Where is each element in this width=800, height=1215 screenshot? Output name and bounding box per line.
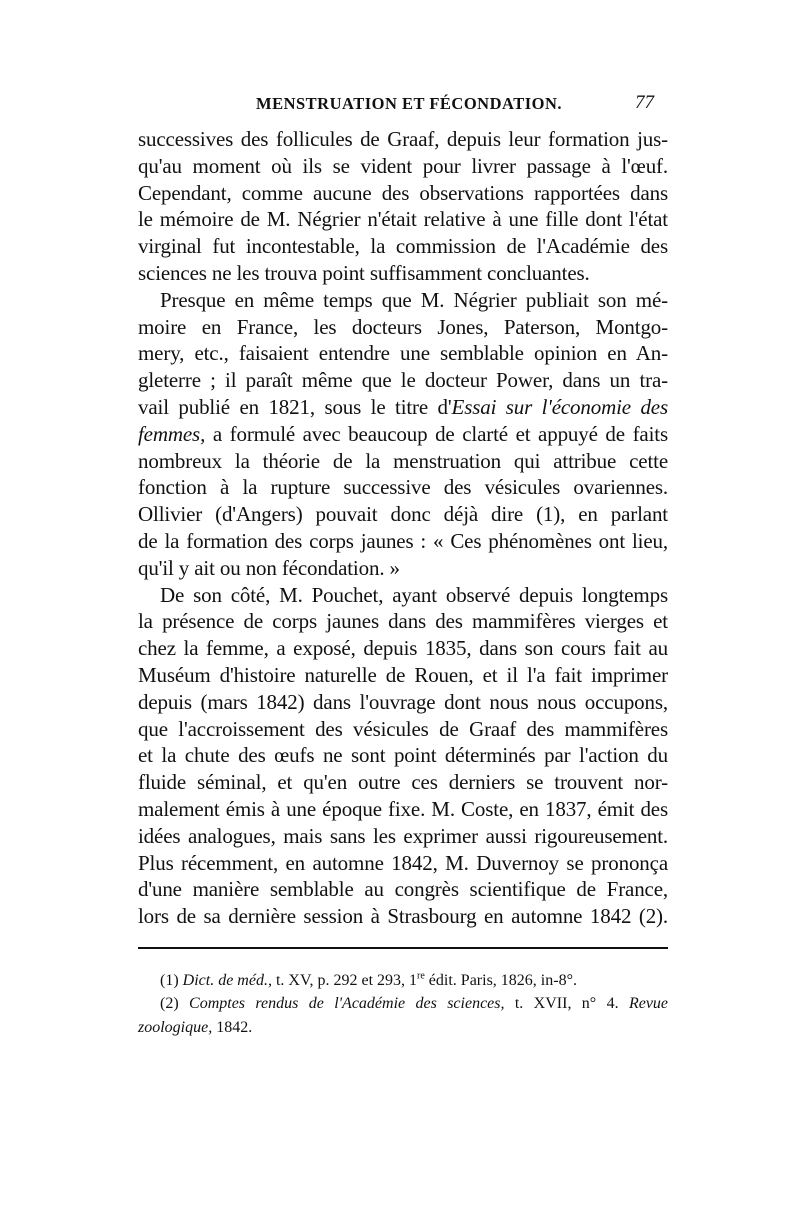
paragraph-1 <box>138 126 668 287</box>
paragraph-3 <box>138 582 668 930</box>
text-line: d'une manière semblable au congrès scientifique de France, <box>138 877 668 902</box>
text-line: De son côté, M. Pouchet, ayant observé depuis longtemps <box>160 582 668 607</box>
text-segment: vail publié en 1821, sous le titre d' <box>138 394 452 419</box>
footnote-text: 1842. <box>212 1018 253 1036</box>
footnote-divider <box>138 947 668 949</box>
text-line: que l'accroissement des vésicules de Graaf des mammifères <box>138 716 668 741</box>
footnotes <box>138 969 668 1040</box>
text-line: qu'il y ait ou non fécondation. » <box>138 555 400 580</box>
text-line: chez la femme, a exposé, depuis 1835, dans son cours fait au <box>138 636 668 661</box>
footnote-source: Dict. de méd., <box>182 971 272 989</box>
footnote-number: (1) <box>160 971 183 989</box>
footnote-text: édit. Paris, 1826, in-8°. <box>424 971 577 989</box>
text-line: mery, etc., faisaient entendre une semblable opinion en An- <box>138 341 668 366</box>
text-line: gleterre ; il paraît même que le docteur Power, dans un tra- <box>138 368 668 393</box>
text-line: de la formation des corps jaunes : « Ces phénomènes ont lieu, <box>138 528 668 553</box>
footnote-superscript: re <box>417 970 425 982</box>
text-line: sciences ne les trouva point suffisamment concluantes. <box>138 260 590 285</box>
page-header <box>138 94 668 124</box>
text-line: moire en France, les docteurs Jones, Paterson, Montgo- <box>138 314 668 339</box>
text-line: lors de sa dernière session à Strasbourg en automne 1842 (2). <box>138 904 668 929</box>
text-line: Plus récemment, en automne 1842, M. Duvernoy se prononça <box>138 850 668 875</box>
text-line: le mémoire de M. Négrier n'était relative à une fille dont l'état <box>138 207 668 232</box>
footnote-text: t. XVII, n° 4. <box>504 995 629 1013</box>
text-line: fluide séminal, et qu'en outre ces derniers se trouvent nor- <box>138 770 668 795</box>
text-line: idées analogues, mais sans les exprimer aussi rigoureusement. <box>138 823 668 848</box>
text-line <box>138 394 668 421</box>
footnote-source: Revue <box>628 995 669 1013</box>
text-line: fonction à la rupture successive des vésicules ovariennes. <box>138 475 668 500</box>
text-line: Cependant, comme aucune des observations rapportées dans <box>138 180 668 205</box>
book-title: femmes, <box>138 421 206 446</box>
text-line: depuis (mars 1842) dans l'ouvrage dont nous nous occupons, <box>138 689 668 714</box>
text-line <box>138 421 668 448</box>
text-line: Muséum d'histoire naturelle de Rouen, et il l'a fait imprimer <box>138 662 668 687</box>
text-line: Presque en même temps que M. Négrier publiait son mé- <box>160 287 668 312</box>
text-line: successives des follicules de Graaf, depuis leur formation jus- <box>138 127 668 151</box>
page-number: 77 <box>635 92 654 113</box>
text-line: virginal fut incontestable, la commission de l'Académie des <box>138 234 668 259</box>
footnote-source: zoologique, <box>138 1018 213 1036</box>
text-line: Ollivier (d'Angers) pouvait donc déjà dire (1), en parlant <box>138 502 668 527</box>
text-line: qu'au moment où ils se vident pour livrer passage à l'œuf. <box>138 153 668 178</box>
footnote-1 <box>138 969 668 993</box>
text-segment: a formulé avec beaucoup de clarté et appuyé de faits <box>205 421 668 446</box>
text-line: malement émis à une époque fixe. M. Coste, en 1837, émit des <box>138 796 668 821</box>
footnote-2 <box>138 992 668 1016</box>
text-line: la présence de corps jaunes dans des mammifères vierges et <box>138 609 668 634</box>
page <box>138 94 668 1039</box>
text-line: nombreux la théorie de la menstruation qui attribue cette <box>138 448 668 473</box>
running-title: MENSTRUATION ET FÉCONDATION. <box>256 94 562 113</box>
text-line: et la chute des œufs ne sont point déterminés par l'action du <box>138 743 668 768</box>
body-text <box>138 126 668 930</box>
footnote-number: (2) <box>160 995 190 1013</box>
book-title: Essai sur l'économie des <box>451 394 668 419</box>
footnote-source: Comptes rendus de l'Académie des sciences, <box>189 995 505 1013</box>
footnote-text: t. XV, p. 292 et 293, 1 <box>271 971 418 989</box>
footnote-2-continuation <box>138 1016 668 1040</box>
paragraph-2 <box>138 287 668 582</box>
